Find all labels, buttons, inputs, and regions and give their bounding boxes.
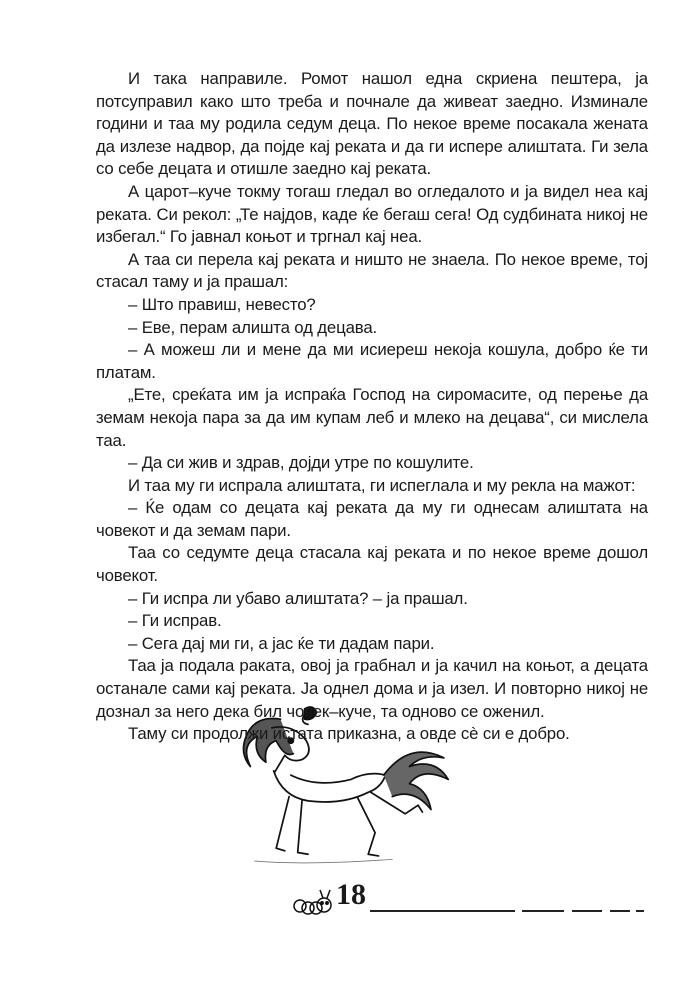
dialogue-line: – Да си жив и здрав, дојди утре по кошулите. xyxy=(128,453,474,473)
footer-rule xyxy=(636,910,644,912)
paragraph: Таму си продолжи истата приказна, а овде сè си е добро. xyxy=(128,724,570,744)
dialogue-line: – Ќе одам со децата кај реката да му ги однесам алиштата на човекот и да земам пари. xyxy=(96,498,648,540)
dialogue-line: – Еве, перам алишта од децава. xyxy=(128,317,378,337)
paragraph: И таа му ги испрала алиштата, ги испеглала и му рекла на мажот: xyxy=(128,475,636,495)
page-number: 18 xyxy=(336,878,366,911)
dialogue-line: – Што правиш, невесто? xyxy=(128,294,316,314)
footer-rule xyxy=(370,910,515,912)
dialogue-line: – Сега дај ми ги, а јас ќе ти дадам пари. xyxy=(128,633,435,653)
footer-rule xyxy=(610,910,630,912)
dialogue-line: – Ги исправ. xyxy=(128,611,222,631)
story-text xyxy=(96,68,648,746)
pony-legs xyxy=(276,792,422,856)
dialogue-line: – Ги испра ли убаво алиштата? – ја прашал. xyxy=(128,588,468,608)
footer-rule xyxy=(522,910,564,912)
paragraph: А таа си перела кај реката и ништо не знаела. По некое време, тој стасал таму и ја прашал: xyxy=(96,249,648,292)
caterpillar-icon xyxy=(290,878,336,918)
footer-rule xyxy=(572,910,602,912)
paragraph: Таа со седумте деца стасала кај реката и по некое време дошол човекот. xyxy=(96,543,648,586)
paragraph: А царот–куче токму тогаш гледал во огледалото и ја видел неа кај реката. Си рекол: „Те најдов, каде ќе бегаш сега! Од судбината никој не избегал.“ Го јавнал коњот и тргнал кај неа. xyxy=(96,181,648,247)
paragraph: Таа ја подала раката, овој ја грабнал и ја качил на коњот, а децата останале сами кај реката. Ја однел дома и ја изел. И повторно никој не дознал за него дека бил човек–куче, та одново се оженил. xyxy=(96,656,648,721)
paragraph: И така направиле. Ромот нашол една скриена пештера, ја потсуправил како што треба и почнале да живеат заедно. Изминале години и таа му родила седум деца. По некое време посакала жената да излезе надвор, да појде кај реката и да ги испере алиштата. Ги зела со себе децата и отишле заедно кај реката. xyxy=(96,69,648,179)
paragraph: „Ете, среќата им ја испраќа Господ на сиромасите, од перење да земам некоја пара за да им купам леб и млеко на децава“, си мислела таа. xyxy=(96,385,648,450)
dialogue-line: – А можеш ли и мене да ми исиереш некоја кошула, добро ќе ти платам. xyxy=(96,340,648,382)
page-footer xyxy=(290,878,650,918)
pony-tail xyxy=(384,752,449,809)
pony-body xyxy=(274,771,386,802)
